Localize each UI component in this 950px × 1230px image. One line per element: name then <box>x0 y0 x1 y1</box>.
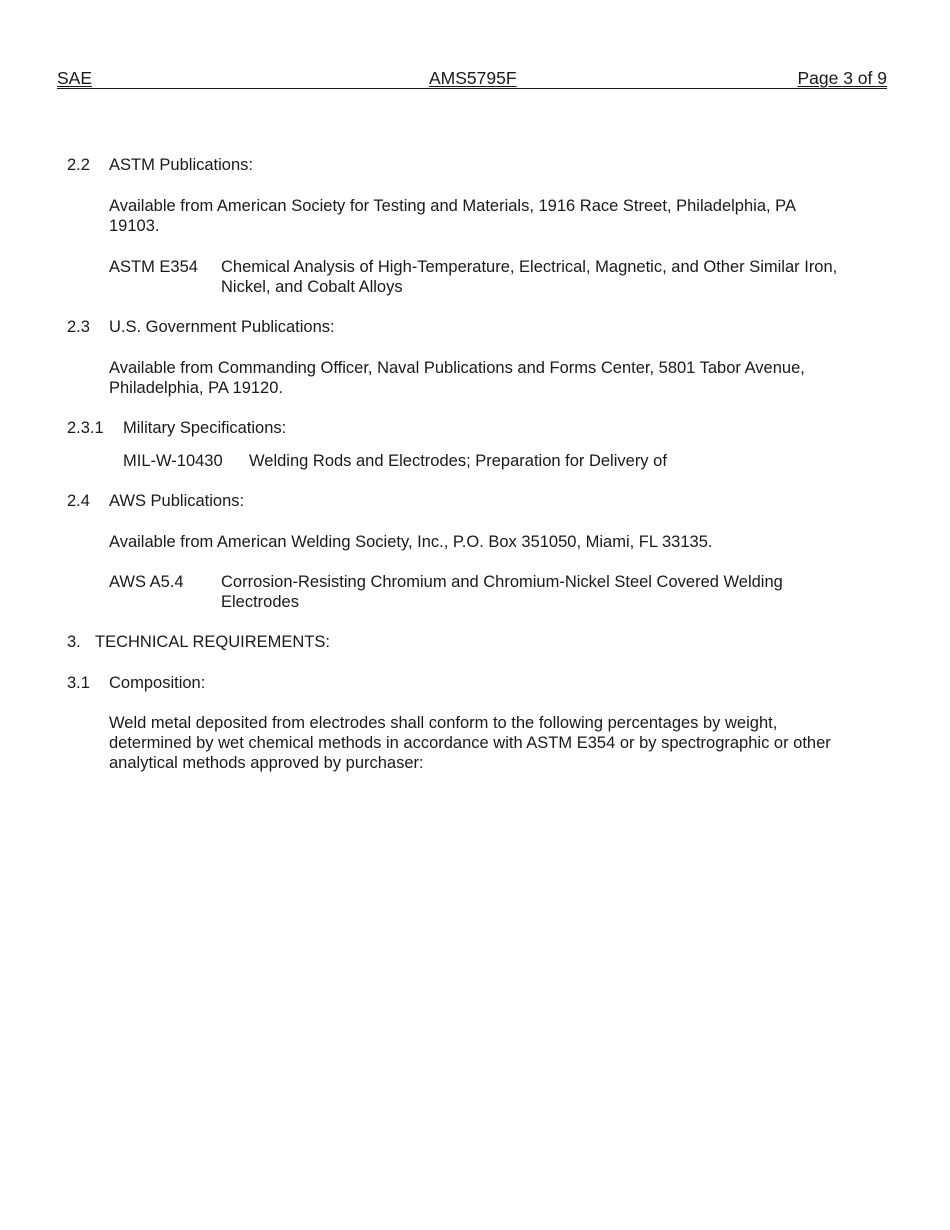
section-title: TECHNICAL REQUIREMENTS: <box>95 633 330 651</box>
section-number: 2.3.1 <box>67 419 104 437</box>
header-doc-number: AMS5795F <box>429 68 517 88</box>
header-page-number: Page 3 of 9 <box>797 68 887 88</box>
reference-description: Welding Rods and Electrodes; Preparation for Delivery of <box>249 452 667 470</box>
section-title: ASTM Publications: <box>109 156 253 174</box>
header-org: SAE <box>57 68 93 88</box>
section-title: U.S. Government Publications: <box>109 318 335 336</box>
paragraph-line: analytical methods approved by purchaser: <box>109 754 424 772</box>
section-number: 2.4 <box>67 492 90 510</box>
reference-line: Corrosion-Resisting Chromium and Chromium-Nickel Steel Covered Welding <box>221 573 783 591</box>
section-title: Composition: <box>109 674 206 692</box>
paragraph-line: Philadelphia, PA 19120. <box>109 379 283 397</box>
section-2-3-paragraph <box>109 358 869 398</box>
section-title: Military Specifications: <box>123 419 287 437</box>
section-number: 3.1 <box>67 674 90 692</box>
section-number: 3. <box>67 633 81 651</box>
section-2-4-paragraph <box>109 532 869 552</box>
section-title: AWS Publications: <box>109 492 245 510</box>
section-2-2-paragraph <box>109 196 869 236</box>
section-number: 2.2 <box>67 156 90 174</box>
paragraph-line: determined by wet chemical methods in accordance with ASTM E354 or by spectrographic or other <box>109 734 831 752</box>
section-3-1-paragraph <box>109 713 869 773</box>
paragraph-line: Available from Commanding Officer, Naval Publications and Forms Center, 5801 Tabor Avenue, <box>109 359 805 377</box>
paragraph-line: Weld metal deposited from electrodes shall conform to the following percentages by weight, <box>109 714 778 732</box>
reference-code: ASTM E354 <box>109 258 198 276</box>
section-number: 2.3 <box>67 318 90 336</box>
reference-code: AWS A5.4 <box>109 573 184 591</box>
reference-description <box>221 572 881 612</box>
reference-description <box>221 257 881 297</box>
reference-line: Electrodes <box>221 593 299 611</box>
reference-line: Chemical Analysis of High-Temperature, Electrical, Magnetic, and Other Similar Iron, <box>221 258 838 276</box>
paragraph-line: Available from American Society for Testing and Materials, 1916 Race Street, Philadelphia, PA <box>109 197 796 215</box>
reference-line: Nickel, and Cobalt Alloys <box>221 278 403 296</box>
reference-code: MIL-W-10430 <box>123 452 223 470</box>
paragraph-line: Available from American Welding Society, Inc., P.O. Box 351050, Miami, FL 33135. <box>109 533 713 551</box>
page-header <box>57 68 887 89</box>
paragraph-line: 19103. <box>109 217 160 235</box>
